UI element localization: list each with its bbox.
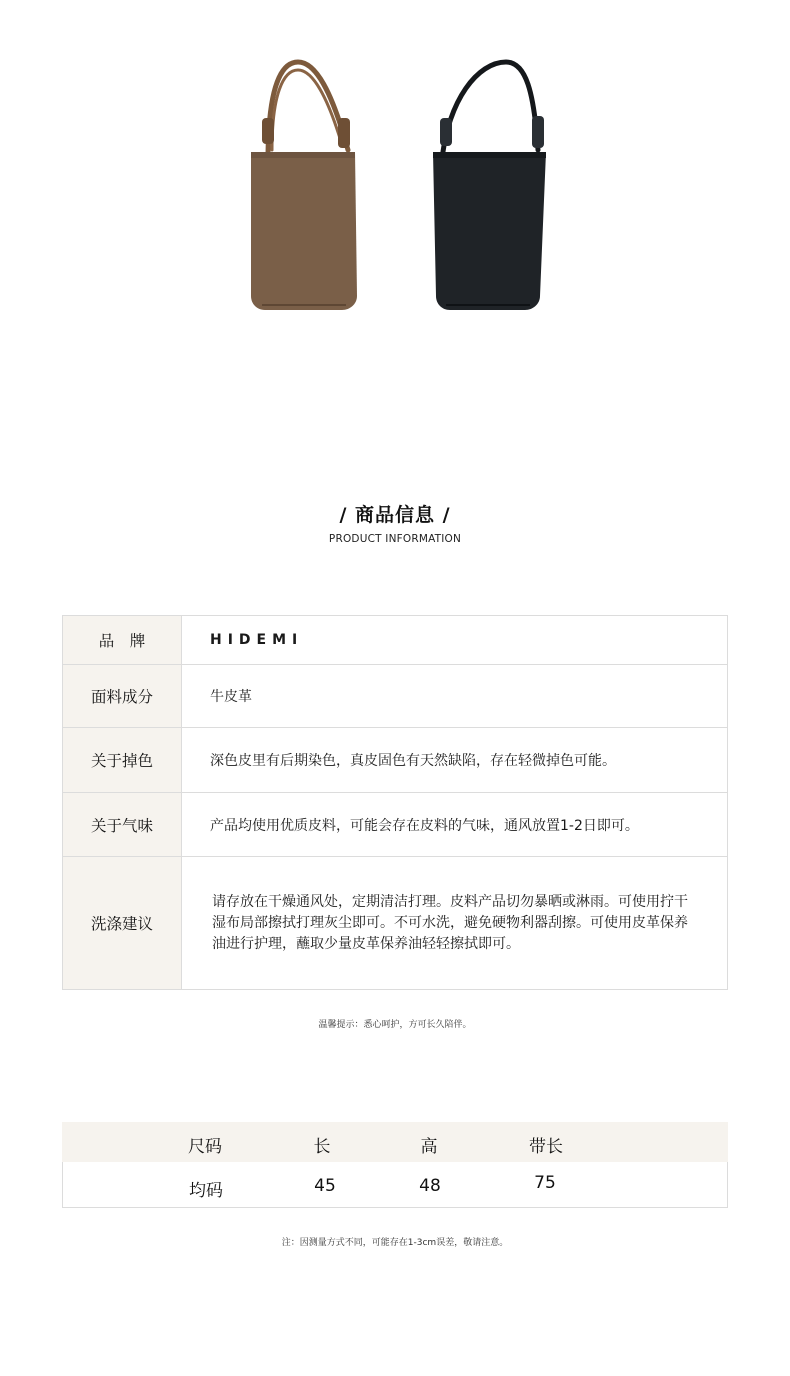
size-table-header	[62, 1122, 728, 1162]
product-info-table	[62, 615, 728, 990]
size-cell: 75	[534, 1173, 556, 1193]
size-header-cell: 尺码	[188, 1137, 222, 1157]
info-label: 洗涤建议	[63, 857, 182, 990]
brown-bucket-bag-image	[251, 62, 357, 310]
section-heading	[0, 500, 790, 545]
section-title-cn: / 商品信息 /	[339, 504, 451, 526]
section-title-en: PRODUCT INFORMATION	[328, 533, 462, 545]
info-row-fading	[63, 728, 728, 793]
size-header-cell: 高	[420, 1137, 438, 1157]
size-header-cell: 长	[313, 1137, 331, 1157]
info-value: 深色皮里有后期染色，真皮固色有天然缺陷，存在轻微掉色可能。	[182, 728, 728, 793]
care-tip: 温馨提示：悉心呵护，方可长久陪伴。	[318, 1020, 472, 1030]
info-label: 面料成分	[63, 665, 182, 728]
size-cell: 45	[314, 1176, 336, 1196]
size-cell: 均码	[189, 1181, 223, 1201]
size-header-cell: 带长	[529, 1137, 563, 1157]
info-row-material	[63, 665, 728, 728]
size-table-row	[62, 1162, 728, 1208]
info-label: 品 牌	[63, 616, 182, 665]
info-value: 牛皮革	[182, 665, 728, 728]
info-label: 关于掉色	[63, 728, 182, 793]
info-row-odor	[63, 793, 728, 857]
black-bucket-bag-image	[433, 62, 546, 310]
info-row-brand	[63, 616, 728, 665]
info-value: 请存放在干燥通风处，定期清洁打理。皮料产品切勿暴晒或淋雨。可使用拧干湿布局部擦拭打理灰尘即可。不可水洗，避免硬物利器刮擦。可使用皮革保养油进行护理，蘸取少量皮革保养油轻轻擦拭即可。	[182, 857, 728, 990]
info-value: 产品均使用优质皮料，可能会存在皮料的气味，通风放置1-2日即可。	[182, 793, 728, 857]
product-images	[0, 0, 790, 330]
info-label: 关于气味	[63, 793, 182, 857]
brand-value: HIDEMI	[182, 616, 728, 665]
size-note: 注：因测量方式不同，可能存在1-3cm误差，敬请注意。	[281, 1238, 509, 1248]
size-table	[62, 1122, 728, 1208]
info-row-care	[63, 857, 728, 990]
size-cell: 48	[419, 1176, 441, 1196]
